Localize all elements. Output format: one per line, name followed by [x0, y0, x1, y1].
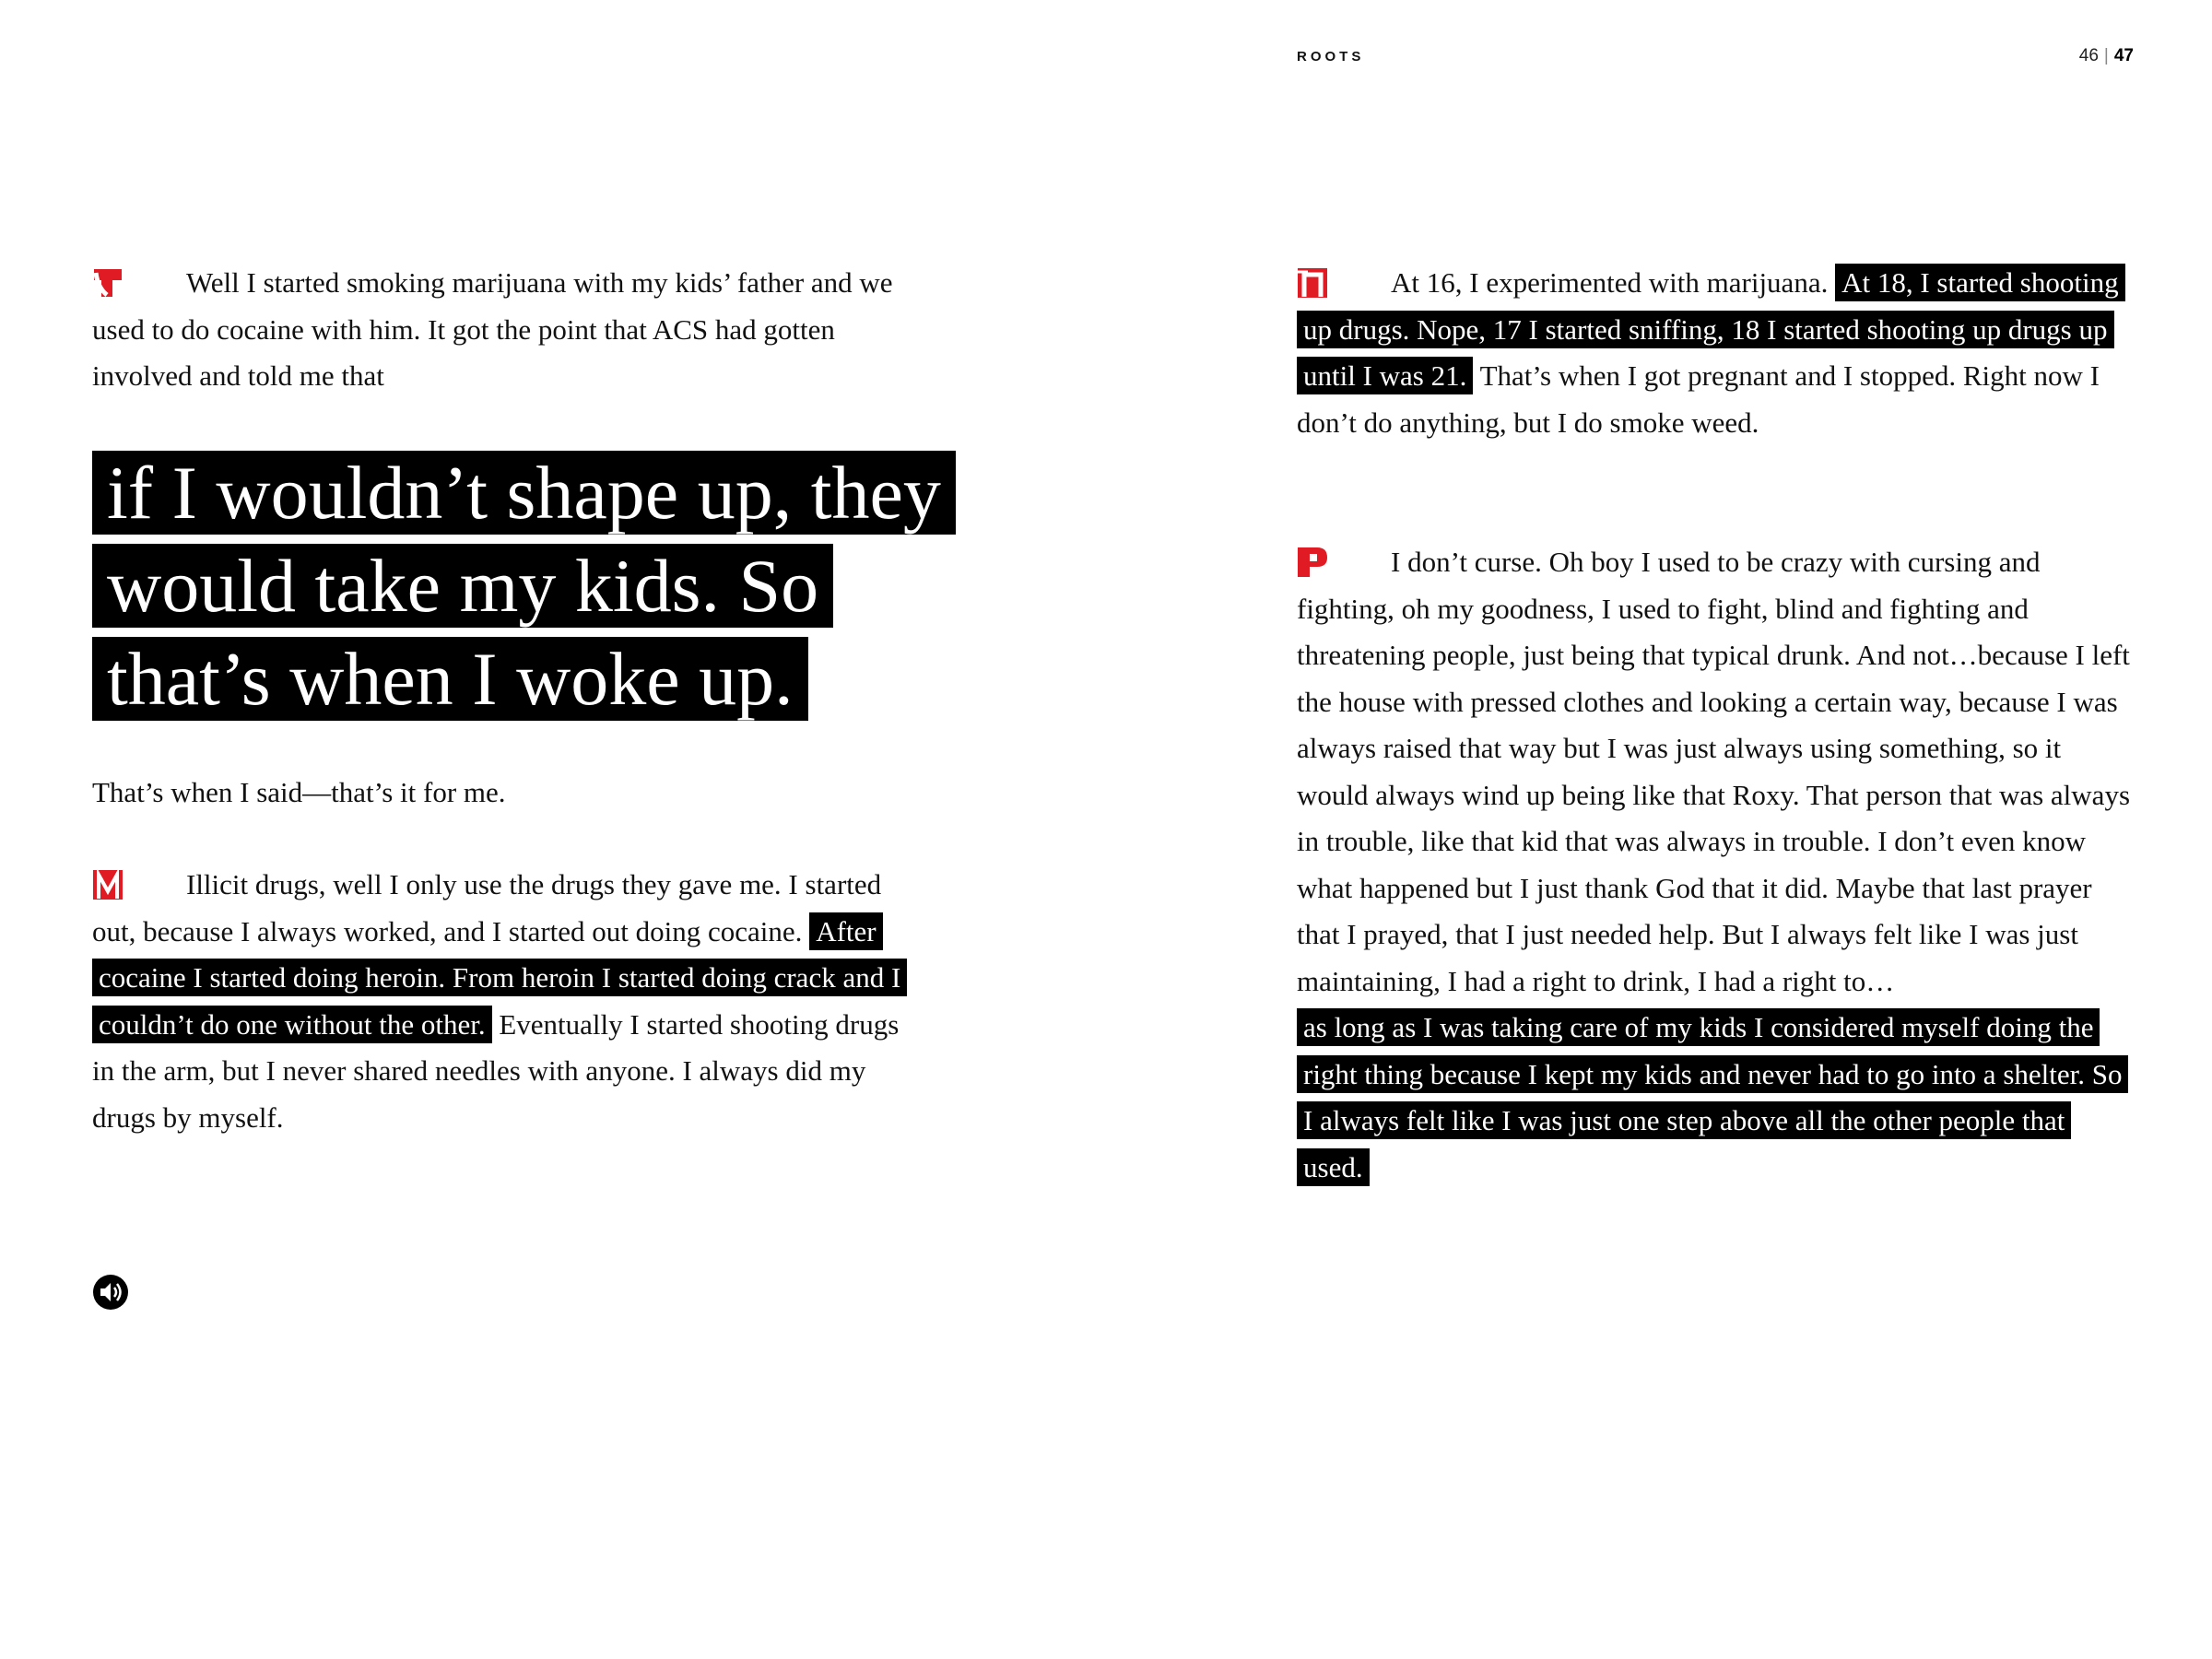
right-paragraph-1-before: At 16, I experimented with marijuana. — [1391, 266, 1829, 299]
right-paragraph-1-after: That’s when I got pregnant and I stopped. Right now I don’t do anything, but I do smoke weed. — [1297, 359, 2100, 439]
paragraph-indent — [1297, 539, 1391, 540]
running-header-section: ROOTS — [1297, 49, 1365, 65]
paragraph-indent — [1297, 260, 1391, 261]
page-numbers — [2079, 46, 2134, 66]
left-paragraph-1 — [92, 260, 922, 400]
page-number-left: 46 — [2078, 46, 2099, 65]
red-letter-marker-icon — [92, 267, 124, 299]
left-paragraph-2: That’s when I said—that’s it for me. — [92, 775, 506, 808]
page-number-right: 47 — [2113, 46, 2134, 65]
paragraph-indent — [92, 862, 186, 863]
red-letter-marker-icon — [1297, 267, 1328, 299]
left-paragraph-3 — [92, 862, 922, 1141]
right-page-column — [1297, 260, 2137, 1191]
page-number-separator: | — [2103, 46, 2109, 65]
pull-quote-text: if I wouldn’t shape up, they would take my kids. So that’s when I woke up. — [92, 451, 956, 721]
right-paragraph-2 — [1297, 539, 2137, 1191]
red-letter-marker-icon — [92, 869, 124, 900]
red-letter-marker-icon — [1297, 547, 1328, 578]
right-paragraph-2-text: I don’t curse. Oh boy I used to be crazy with cursing and fighting, oh my goodness, I used to fight, blind and fighting and threatening people, just being that typical drunk. And not…because I left the house with pressed clothes and looking a certain way, because I was always raised that way but I was just always using something, so it would always wind up being like that Roxy. That person that was always in trouble, like that kid that was always in trouble. I don’t even know what happened but I just thank God that it did. Maybe that last prayer that I prayed, that I just needed help. But I always felt like I was just maintaining, I had a right to drink, I had a right to… — [1297, 546, 2131, 997]
left-paragraph-3-highlight: After cocaine I started doing heroin. From heroin I started doing crack and I couldn’t do one without the other. — [92, 912, 907, 1043]
right-paragraph-2-highlight: as long as I was taking care of my kids I considered myself doing the right thing because I kept my kids and never had to go into a shelter. So I always felt like I was just one step above all the other people that used. — [1297, 1008, 2128, 1186]
left-paragraph-1-text: Well I started smoking marijuana with my kids’ father and we used to do cocaine with him. It got the point that ACS had gotten involved and told me that — [92, 266, 893, 392]
left-page-column — [92, 260, 941, 1141]
speaker-audio-icon[interactable] — [92, 1274, 129, 1311]
left-paragraph-3-before: Illicit drugs, well I only use the drugs they gave me. I started out, because I always worked, and I started out doing cocaine. — [92, 868, 882, 947]
right-paragraph-1 — [1297, 260, 2137, 446]
pull-quote — [92, 446, 977, 725]
right-paragraph-1-highlight: At 18, I started shooting up drugs. Nope, 17 I started sniffing, 18 I started shooting up drugs up until I was 21. — [1297, 264, 2125, 394]
left-paragraph-3-after: Eventually I started shooting drugs in the arm, but I never shared needles with anyone. I always did my drugs by myself. — [92, 1007, 900, 1134]
paragraph-indent — [92, 260, 186, 261]
